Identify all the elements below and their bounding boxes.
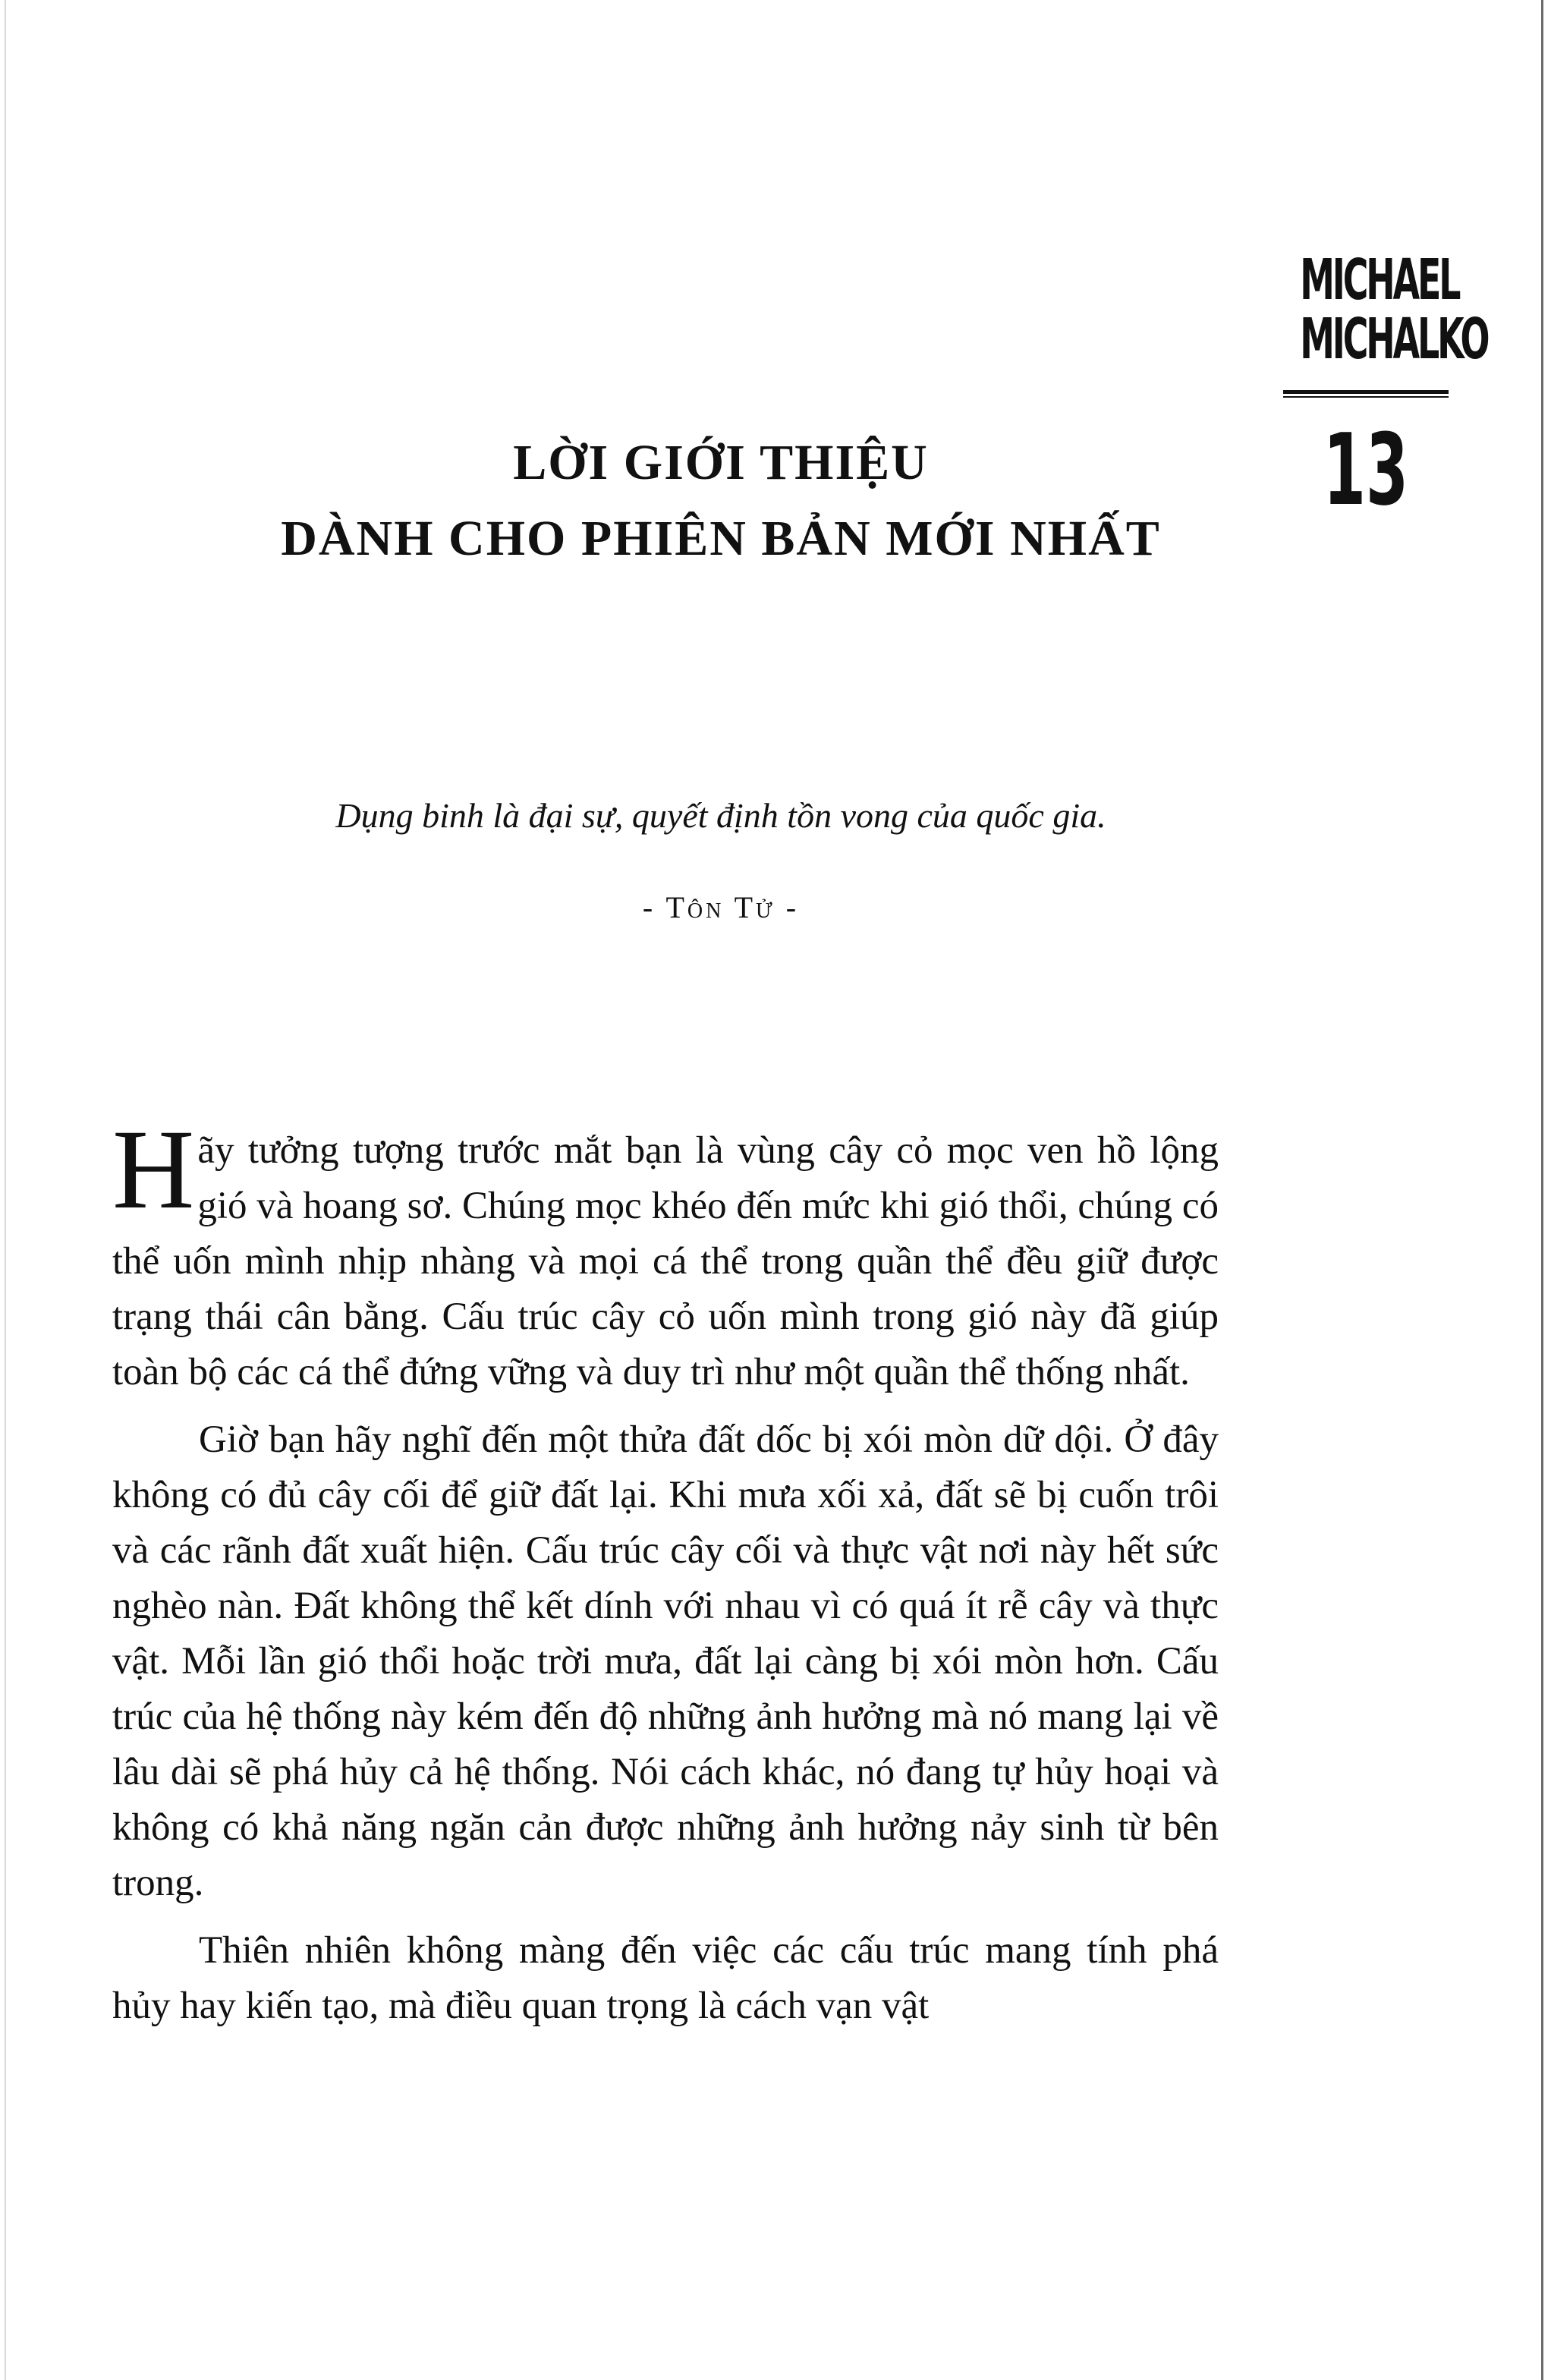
page-edge-shadow-left: [5, 0, 6, 2380]
epigraph-source: - Tôn Tử -: [642, 890, 800, 924]
header-divider: [1283, 390, 1449, 398]
paragraph-3: Thiên nhiên không màng đến việc các cấu trúc mang tính phá hủy hay kiến tạo, mà điều quan trọng là cách vạn vật: [112, 1929, 1219, 2027]
paragraph-1-text: ãy tưởng tượng trước mắt bạn là vùng cây cỏ mọc ven hồ lộng gió và hoang sơ. Chúng mọc khéo đến mức khi gió thổi, chúng có thể uốn mình nhịp nhàng và mọi cá thể trong quần thể đều giữ được trạng thái cân bằng. Cấu trúc cây cỏ uốn mình trong gió này đã giúp toàn bộ các cá thể đứng vững và duy trì như một quần thể thống nhất.: [112, 1129, 1219, 1393]
epigraph-quote: Dụng binh là đại sự, quyết định tồn vong của quốc gia.: [335, 796, 1106, 835]
author-name-first: MICHAEL: [1300, 247, 1459, 313]
page-number: 13: [1323, 412, 1409, 527]
paragraph-2: Giờ bạn hãy nghĩ đến một thửa đất dốc bị xói mòn dữ dội. Ở đây không có đủ cây cối để giữ đất lại. Khi mưa xối xả, đất sẽ bị cuốn trôi và các rãnh đất xuất hiện. Cấu trúc cây cối và thực vật nơi này hết sức nghèo nàn. Đất không thể kết dính với nhau vì có quá ít rễ cây và thực vật. Mỗi lần gió thổi hoặc trời mưa, đất lại càng bị xói mòn hơn. Cấu trúc của hệ thống này kém đến độ những ảnh hưởng mà nó mang lại về lâu dài sẽ phá hủy cả hệ thống. Nói cách khác, nó đang tự hủy hoại và không có khả năng ngăn cản được những ảnh hưởng nảy sinh từ bên trong.: [112, 1418, 1219, 1904]
chapter-title: [114, 425, 1328, 577]
page-edge-shadow-right: [1541, 0, 1543, 2380]
chapter-title-line2: DÀNH CHO PHIÊN BẢN MỚI NHẤT: [281, 511, 1161, 566]
drop-cap: H: [112, 1107, 195, 1232]
chapter-title-line1: LỜI GIỚI THIỆU: [513, 435, 929, 490]
author-name-last: MICHALKO: [1300, 307, 1488, 372]
paragraph-1: [112, 1107, 1219, 1400]
body-text: [112, 1107, 1219, 2034]
